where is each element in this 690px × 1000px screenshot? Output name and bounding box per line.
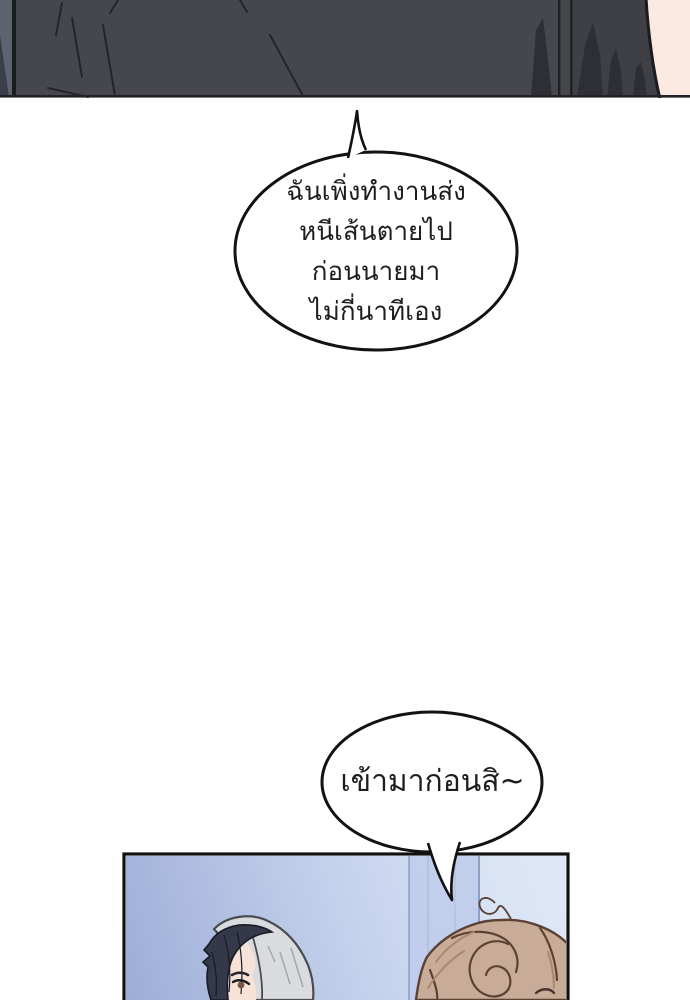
bubble-1-line-1: ฉันเพิ่งทำงานส่ง <box>286 177 466 207</box>
bubble-2-line-1: เข้ามาก่อนสิ~ <box>340 764 525 799</box>
bubble-1-text <box>240 158 512 346</box>
bubble-1-line-3: ก่อนนายมา <box>311 257 441 287</box>
jacket-left-outline <box>12 0 16 97</box>
panel-top-border <box>0 95 690 98</box>
jacket-seam <box>558 0 560 97</box>
panel-bottom <box>124 854 568 1000</box>
jacket-seam <box>570 0 573 97</box>
panel-top <box>0 0 690 99</box>
bubble-2-text <box>327 717 538 847</box>
bubble-1-line-4: ไม่กี่นาทีเอง <box>309 297 443 327</box>
eye-iris <box>238 982 245 989</box>
bubble-1-tail <box>348 111 366 158</box>
panel-bottom-interior <box>126 856 568 1000</box>
bubble-1-line-2: หนีเส้นตายไป <box>299 217 453 247</box>
